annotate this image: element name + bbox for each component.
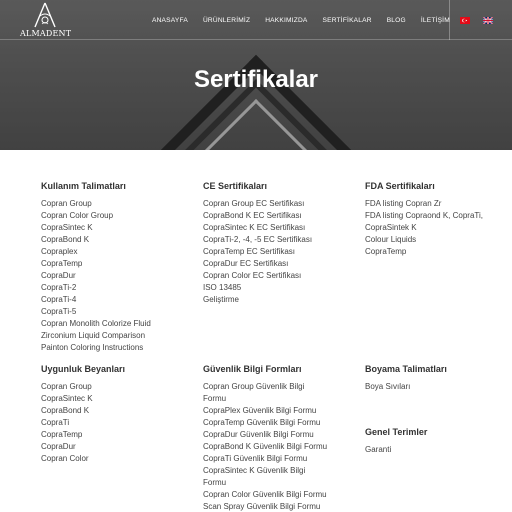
list-item[interactable]: FDA listing Copraond K, CopraTi, bbox=[365, 211, 483, 220]
nav-item-sertifikalar[interactable]: SERTİFİKALAR bbox=[322, 16, 372, 24]
nav-item-urunlerimiz[interactable]: ÜRÜNLERİMİZ bbox=[202, 16, 251, 24]
list-item[interactable]: CopraDur EC Sertifikası bbox=[203, 259, 289, 268]
list-item[interactable]: CopraTi-4 bbox=[41, 295, 77, 304]
list-item[interactable]: CopraDur Güvenlik Bilgi Formu bbox=[203, 430, 314, 439]
list-item[interactable]: CopraDur bbox=[41, 442, 76, 451]
section-heading: Genel Terimler bbox=[365, 427, 428, 437]
list-item[interactable]: Copran Group EC Sertifikası bbox=[203, 199, 305, 208]
list-item[interactable]: Copran Color EC Sertifikası bbox=[203, 271, 302, 280]
list-item[interactable]: ISO 13485 bbox=[203, 283, 242, 292]
list-item[interactable]: Geliştirme bbox=[203, 295, 240, 304]
list-item[interactable]: CopraTemp bbox=[365, 247, 407, 256]
section-heading: Kullanım Talimatları bbox=[41, 181, 126, 191]
list-item[interactable]: CopraTemp EC Sertifikası bbox=[203, 247, 296, 256]
list-item[interactable]: Colour Liquids bbox=[365, 235, 417, 244]
section-genel-terimler bbox=[365, 426, 512, 456]
list-item[interactable]: CopraBond K EC Sertifikası bbox=[203, 211, 302, 220]
turkish-flag-icon[interactable] bbox=[460, 17, 470, 24]
list-item[interactable]: CopraBond K bbox=[41, 406, 90, 415]
section-fda-sertifikalari bbox=[365, 180, 512, 258]
list-item[interactable]: Painton Coloring Instructions bbox=[41, 343, 144, 352]
section-list bbox=[203, 381, 353, 512]
list-item[interactable]: Copran Color bbox=[41, 454, 89, 463]
list-item[interactable]: CopraTi Güvenlik Bilgi Formu bbox=[203, 454, 308, 463]
page-title: Sertifikalar bbox=[193, 66, 319, 93]
main-nav bbox=[152, 0, 465, 40]
list-item[interactable]: Formu bbox=[203, 478, 227, 487]
brand-name: ALMADENT bbox=[20, 29, 72, 38]
list-item[interactable]: CopraSintec K Güvenlik Bilgi bbox=[203, 466, 306, 475]
section-list bbox=[203, 198, 353, 306]
section-heading: CE Sertifikaları bbox=[203, 181, 268, 191]
list-item[interactable]: Copran Group bbox=[41, 382, 92, 391]
list-item[interactable]: CopraSintec K bbox=[41, 394, 93, 403]
top-navigation-bar bbox=[0, 0, 512, 40]
list-item[interactable]: CopraTi-5 bbox=[41, 307, 77, 316]
section-boyama-talimatlari bbox=[365, 363, 512, 393]
list-item[interactable]: CopraSintek K bbox=[365, 223, 417, 232]
section-kullanim-talimatlari bbox=[41, 180, 191, 354]
section-list bbox=[41, 198, 191, 354]
list-item[interactable]: Garanti bbox=[365, 445, 392, 454]
section-ce-sertifikalari bbox=[203, 180, 353, 306]
nav-divider bbox=[449, 0, 450, 40]
list-item[interactable]: Copran Monolith Colorize Fluid bbox=[41, 319, 151, 328]
list-item[interactable]: CopraTi-2 bbox=[41, 283, 77, 292]
section-guvenlik-bilgi-formlari bbox=[203, 363, 353, 512]
list-item[interactable]: CopraTemp bbox=[41, 259, 83, 268]
list-item[interactable]: CopraTemp Güvenlik Bilgi Formu bbox=[203, 418, 321, 427]
list-item[interactable]: Zirconium Liquid Comparison bbox=[41, 331, 146, 340]
list-item[interactable]: CopraPlex Güvenlik Bilgi Formu bbox=[203, 406, 317, 415]
section-heading: Boyama Talimatları bbox=[365, 364, 447, 374]
nav-item-anasayfa[interactable]: ANASAYFA bbox=[152, 16, 188, 24]
list-item[interactable]: CopraSintec K EC Sertifikası bbox=[203, 223, 306, 232]
list-item[interactable]: CopraBond K bbox=[41, 235, 90, 244]
section-list bbox=[41, 381, 191, 465]
list-item[interactable]: Copran Color Group bbox=[41, 211, 114, 220]
list-item[interactable]: Boya Sıvıları bbox=[365, 382, 411, 391]
list-item[interactable]: CopraSintec K bbox=[41, 223, 93, 232]
list-item[interactable]: Copran Group bbox=[41, 199, 92, 208]
list-item[interactable]: CopraDur bbox=[41, 271, 76, 280]
section-list bbox=[365, 381, 512, 393]
list-item[interactable]: Formu bbox=[203, 394, 227, 403]
list-item[interactable]: Copran Color Güvenlik Bilgi Formu bbox=[203, 490, 327, 499]
list-item[interactable]: CopraTi bbox=[41, 418, 70, 427]
nav-item-hakkimizda[interactable]: HAKKIMIZDA bbox=[265, 16, 308, 24]
section-heading: Uygunluk Beyanları bbox=[41, 364, 126, 374]
section-heading: FDA Sertifikaları bbox=[365, 181, 435, 191]
list-item[interactable]: FDA listing Copran Zr bbox=[365, 199, 442, 208]
section-list bbox=[365, 198, 512, 258]
list-item[interactable]: Copraplex bbox=[41, 247, 78, 256]
nav-item-blog[interactable]: BLOG bbox=[386, 16, 406, 24]
brand-logo[interactable] bbox=[20, 2, 70, 38]
list-item[interactable]: CopraTi-2, -4, -5 EC Sertifikası bbox=[203, 235, 313, 244]
english-flag-icon[interactable] bbox=[483, 17, 493, 24]
list-item[interactable]: CopraTemp bbox=[41, 430, 83, 439]
section-uygunluk-beyanlari bbox=[41, 363, 191, 465]
section-heading: Güvenlik Bilgi Formları bbox=[203, 364, 302, 374]
list-item[interactable]: CopraBond K Güvenlik Bilgi Formu bbox=[203, 442, 328, 451]
list-item[interactable]: Scan Spray Güvenlik Bilgi Formu bbox=[203, 502, 321, 511]
logo-tooth-icon bbox=[32, 2, 58, 28]
section-list bbox=[365, 444, 512, 456]
list-item[interactable]: Copran Group Güvenlik Bilgi bbox=[203, 382, 305, 391]
nav-item-iletisim[interactable]: İLETİŞİM bbox=[420, 16, 450, 24]
